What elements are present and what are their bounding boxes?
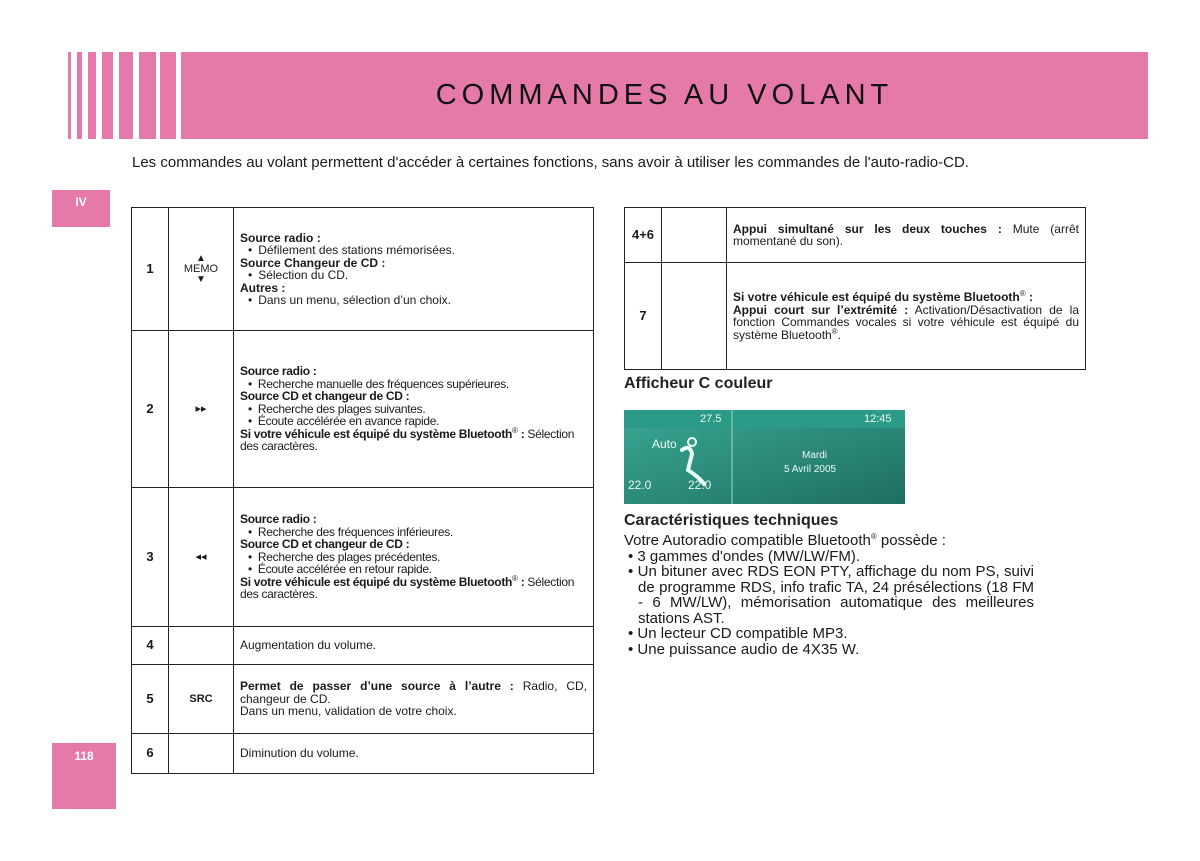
list-item: • 3 gammes d'ondes (MW/LW/FM). [628, 547, 861, 565]
table-row: 7 Si votre véhicule est équipé du système Bluetooth® : Appui court sur l’extrémité : Activation/Désactivation de la fonction Commandes vocales si votre véhicule est équipé du système Bluetooth®. [625, 263, 1086, 370]
page-number: 118 [52, 743, 116, 809]
fast-forward-icon: ▸▸ [169, 331, 234, 488]
table-row: 3 ◂◂ Source radio : • Recherche des fréquences inférieures. Source CD et changeur de CD : • Recherche des plages précédentes. • Écoute accélérée en retour rapide. Si votre véhicule est équipé du système Bluetooth® : Sélection des caractères. [132, 488, 594, 627]
specs-heading: Caractéristiques techniques [624, 512, 839, 529]
table-row: 6 Diminution du volume. [132, 734, 594, 774]
table-row: 5 SRC Permet de passer d’une source à l’autre : Radio, CD, changeur de CD. Dans un menu, validation de votre choix. [132, 665, 594, 734]
page-title: COMMANDES AU VOLANT [435, 79, 894, 111]
rewind-icon: ◂◂ [169, 488, 234, 627]
table-row: 4+6 Appui simultané sur les deux touches : Mute (arrêt momentané du son). [625, 208, 1086, 263]
row-description: Source radio : • Défilement des stations mémorisées. Source Changeur de CD : • Sélection du CD. Autres : • Dans un menu, sélection d’un choix. [234, 208, 594, 331]
display-temp-top: 27.5 [700, 413, 722, 425]
display-time: 12:45 [864, 413, 892, 425]
display-date: 5 Avril 2005 [784, 464, 837, 475]
row-description: Source radio : • Recherche manuelle des fréquences supérieures. Source CD et changeur de CD : • Recherche des plages suivantes. • Écoute accélérée en avance rapide. Si votre véhicule est équipé du système Bluetooth® : Sélection des caractères. [234, 331, 594, 488]
specs-list: Votre Autoradio compatible Bluetooth® possède : • 3 gammes d'ondes (MW/LW/FM). • Un bituner avec RDS EON PTY, affichage du nom PS, suivi de programme RDS, info trafic TA, 24 présélections (18 FM - 6 MW/LW), mémorisation automatique des meilleures stations AST. • Un lecteur CD compatible MP3. • Une puissance audio de 4X35 W. [624, 532, 1035, 658]
row-description: Source radio : • Recherche des fréquences inférieures. Source CD et changeur de CD : • Recherche des plages précédentes. • Écoute accélérée en retour rapide. Si votre véhicule est équipé du système Bluetooth® : Sélection des caractères. [234, 488, 594, 627]
title-banner [181, 52, 1148, 139]
row-description: Si votre véhicule est équipé du système Bluetooth® : Appui court sur l’extrémité : Activation/Désactivation de la fonction Commandes vocales si votre véhicule est équipé du système Bluetooth®. [727, 263, 1086, 370]
table-row: 4 Augmentation du volume. [132, 627, 594, 665]
list-item: • Une puissance audio de 4X35 W. [628, 640, 860, 658]
display-day: Mardi [802, 450, 828, 461]
display-left-temp: 22.0 [628, 478, 652, 492]
display-right-temp: 22.0 [688, 478, 712, 492]
display-graphic [624, 410, 905, 504]
controls-table-right [624, 207, 1086, 370]
volume-up-button-cell [169, 627, 234, 665]
list-item: • Un lecteur CD compatible MP3. [628, 625, 848, 642]
display-mode: Auto [652, 437, 677, 451]
volume-down-button-cell [169, 734, 234, 774]
display-heading: Afficheur C couleur [624, 375, 773, 392]
controls-table-left [131, 207, 594, 774]
list-item: • Un bituner avec RDS EON PTY, affichage du nom PS, suivi de programme RDS, info trafic TA, 24 présélections (18 FM - 6 MW/LW), mémorisation automatique des meilleures stations AST. [628, 563, 1035, 627]
header-stripes [68, 52, 178, 139]
row-description: Appui simultané sur les deux touches : Mute (arrêt momentané du son). [727, 208, 1086, 263]
table-row: 2 ▸▸ Source radio : • Recherche manuelle des fréquences supérieures. Source CD et changeur de CD : • Recherche des plages suivantes. • Écoute accélérée en avance rapide. Si votre véhicule est équipé du système Bluetooth® : Sélection des caractères. [132, 331, 594, 488]
memo-button-icon: ▲ MEMO ▼ [169, 208, 234, 331]
src-button-icon: SRC [169, 665, 234, 734]
row-number: 1 [132, 208, 169, 331]
color-display-screen [624, 410, 905, 504]
chapter-tab: IV [52, 190, 110, 227]
table-row [132, 208, 594, 331]
intro-paragraph: Les commandes au volant permettent d'accéder à certaines fonctions, sans avoir à utiliser les commandes de l'auto-radio-CD. [132, 154, 969, 171]
row-description: Permet de passer d’une source à l’autre : Radio, CD, changeur de CD. Dans un menu, validation de votre choix. [234, 665, 594, 734]
